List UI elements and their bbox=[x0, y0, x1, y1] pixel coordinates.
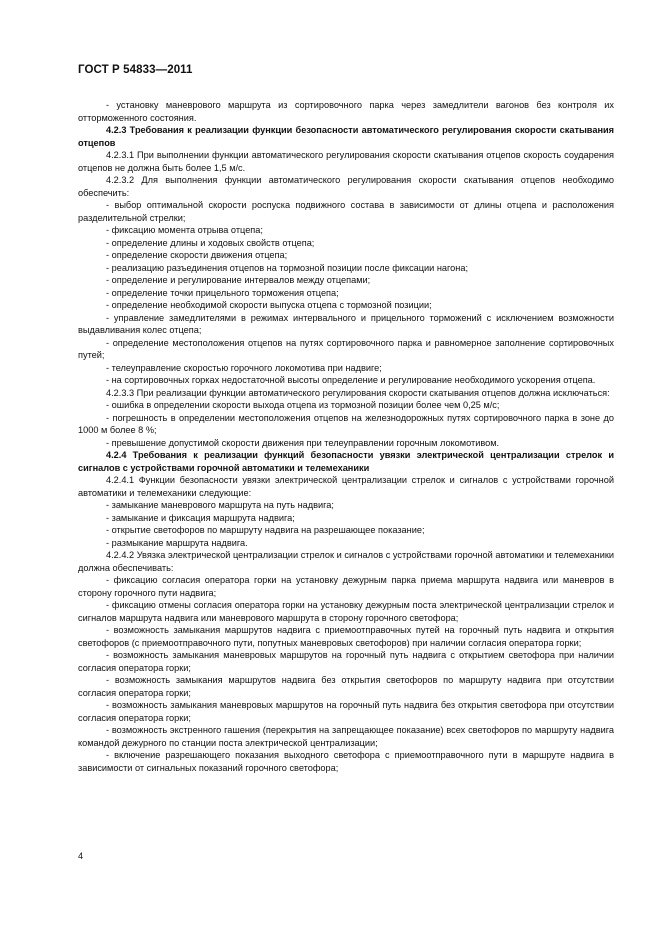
paragraph: 4.2.4.1 Функции безопасности увязки электрической централизации стрелок и сигналов с устройствами горочной автоматики и телемеханики следующие: bbox=[78, 475, 614, 498]
paragraph: - фиксацию момента отрыва отцепа; bbox=[106, 225, 263, 235]
paragraph: - размыкание маршрута надвига. bbox=[106, 537, 248, 548]
document-body bbox=[78, 99, 614, 774]
paragraph: - определение местоположения отцепов на путях сортировочного парка и равномерное заполнение сортировочных путей; bbox=[78, 337, 614, 360]
page-number: 4 bbox=[78, 851, 84, 861]
paragraph: 4.2.3.1 При выполнении функции автоматического регулирования скорости скатывания отцепов скорость соударения отцепов не должна быть более 1,5 м/с. bbox=[78, 150, 614, 173]
paragraph: - возможность замыкания маневровых маршрутов на горочный путь надвига с открытием светофора при наличии согласия оператора горки; bbox=[78, 650, 614, 673]
paragraph: - определение и регулирование интервалов между отцепами; bbox=[106, 275, 371, 285]
paragraph: - возможность замыкания маневровых маршрутов на горочный путь надвига без открытия светофора при отсутствии согласия оператора горки; bbox=[78, 700, 614, 723]
paragraph: 4.2.3.2 Для выполнения функции автоматического регулирования скорости скатывания отцепов необходимо обеспечить: bbox=[78, 175, 614, 198]
paragraph: - превышение допустимой скорости движения при телеуправлении горочным локомотивом. bbox=[106, 437, 500, 448]
paragraph: - определение точки прицельного торможения отцепа; bbox=[106, 287, 339, 298]
section-heading: 4.2.4 Требования к реализации функций безопасности увязки электрической централизации стрелок и сигналов с устройствами горочной автоматики и телемеханики bbox=[78, 450, 614, 473]
paragraph: - фиксацию отмены согласия оператора горки на установку дежурным поста электрической централизации стрелок и сигналов маршрута надвига или маневрового маршрута в сторону горочного светофора; bbox=[78, 600, 614, 623]
paragraph: - определение длины и ходовых свойств отцепа; bbox=[106, 237, 315, 248]
paragraph: - фиксацию согласия оператора горки на установку дежурным парка приема маршрута надвига или маневров в сторону горочного пути надвига; bbox=[78, 575, 614, 598]
paragraph: - реализацию разъединения отцепов на тормозной позиции после фиксации нагона; bbox=[106, 262, 469, 273]
paragraph: - возможность экстренного гашения (перекрытия на запрещающее показание) всех светофоров по маршруту надвига командой дежурного по станции поста электрической централизации; bbox=[78, 725, 614, 748]
paragraph: - выбор оптимальной скорости роспуска подвижного состава в зависимости от длины отцепа и расположения разделительной стрелки; bbox=[78, 200, 614, 223]
paragraph: 4.2.3.3 При реализации функции автоматического регулирования скорости скатывания отцепов должна исключаться: bbox=[106, 387, 610, 398]
paragraph: - возможность замыкания маршрутов надвига без открытия светофоров по маршруту надвига при отсутствии согласия оператора горки; bbox=[78, 675, 614, 698]
paragraph: - возможность замыкания маршрутов надвига с приемоотправочных путей на горочный путь надвига и открытия светофоров (с приемоотправочного пути, попутных маневровых светофоров) при наличии согласия оператора горки; bbox=[78, 625, 614, 648]
paragraph: - замыкание и фиксация маршрута надвига; bbox=[106, 512, 295, 523]
paragraph: - на сортировочных горках недостаточной высоты определение и регулирование необходимого ускорения отцепа. bbox=[106, 375, 596, 385]
paragraph: - погрешность в определении местоположения отцепов на железнодорожных путях сортировочного парка в зоне до 1000 м более 8 %; bbox=[78, 412, 614, 435]
paragraph: - установку маневрового маршрута из сортировочного парка через замедлители вагонов без контроля их отторможенного состояния. bbox=[78, 100, 614, 123]
paragraph: - замыкание маневрового маршрута на путь надвига; bbox=[106, 500, 334, 510]
paragraph: - открытие светофоров по маршруту надвига на разрешающее показание; bbox=[106, 525, 425, 535]
paragraph: - управление замедлителями в режимах интервального и прицельного торможений с исключением возможности выдавливания колес отцепа; bbox=[78, 312, 614, 335]
paragraph: - определение необходимой скорости выпуска отцепа с тормозной позиции; bbox=[106, 300, 432, 310]
section-heading: 4.2.3 Требования к реализации функции безопасности автоматического регулирования скорости скатывания отцепов bbox=[78, 125, 614, 148]
paragraph: - ошибка в определении скорости выхода отцепа из тормозной позиции более чем 0,25 м/с; bbox=[106, 400, 500, 410]
paragraph: 4.2.4.2 Увязка электрической централизации стрелок и сигналов с устройствами горочной автоматики и телемеханики должна обеспечивать: bbox=[78, 550, 614, 573]
paragraph: - включение разрешающего показания выходного светофора с приемоотправочного пути в маршруте надвига в зависимости от сигнальных показаний горочного светофора; bbox=[78, 750, 614, 773]
paragraph: - определение скорости движения отцепа; bbox=[106, 250, 288, 260]
paragraph: - телеуправление скоростью горочного локомотива при надвиге; bbox=[106, 362, 382, 373]
document-header: ГОСТ Р 54833—2011 bbox=[78, 64, 193, 76]
